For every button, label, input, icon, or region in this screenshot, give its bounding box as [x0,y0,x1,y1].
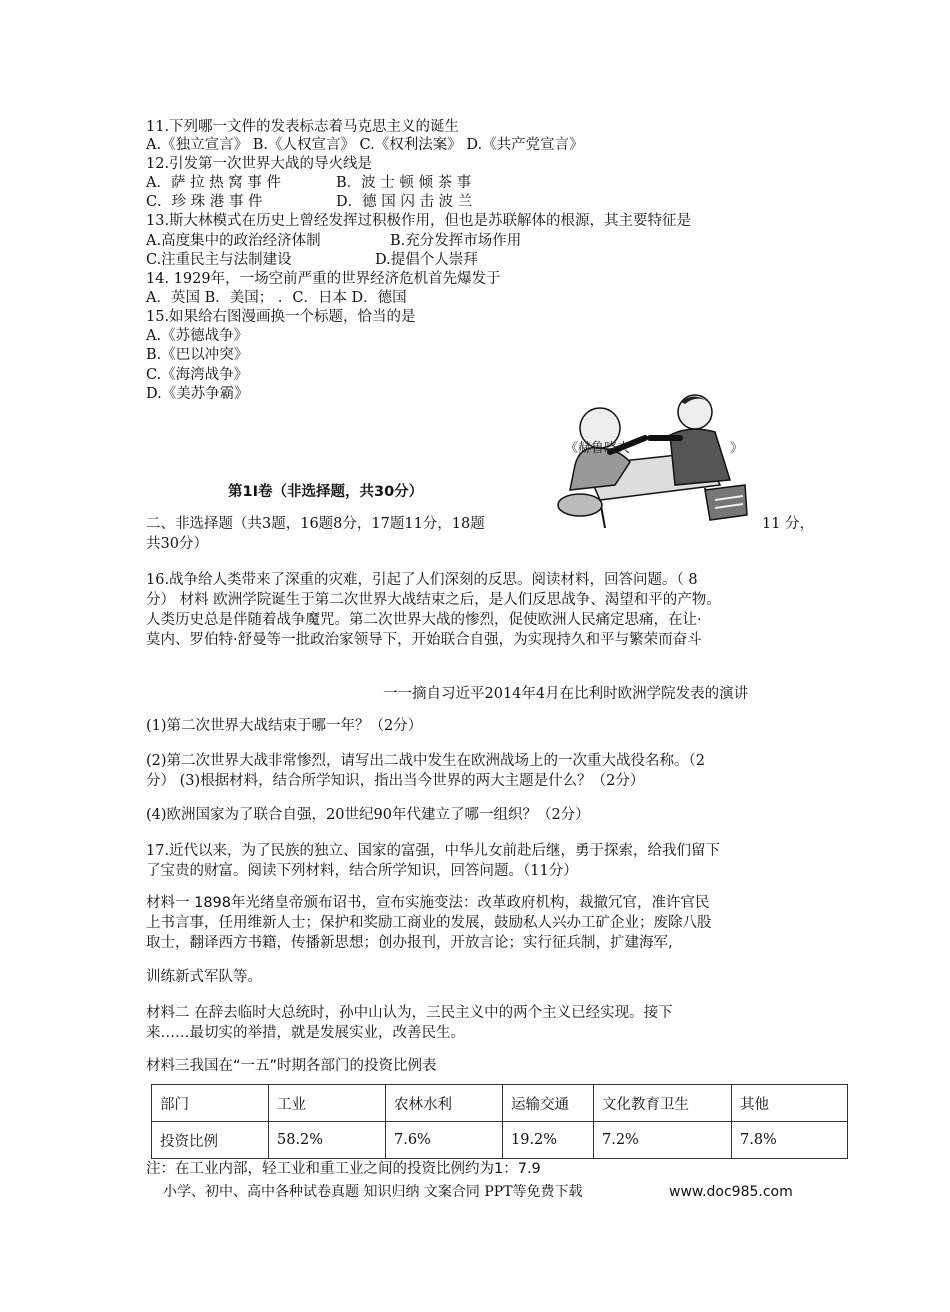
part2-intro-line2: 共30分） [146,536,208,552]
q15-option-c: C.《海湾战争》 [146,367,249,383]
table-header-cell: 运输交通 [503,1085,594,1122]
footer-text: 小学、初中、高中各种试卷真题 知识归纳 文案合同 PPT等免费下载 [163,1184,583,1200]
q14-stem: 14. 1929年，一场空前严重的世界经济危机首先爆发于 [146,271,501,287]
q14-options: A．英国 B．美国； ．C．日本 D．德国 [146,290,407,306]
q17-material1-line4: 训练新式军队等。 [146,969,262,985]
investment-table [151,1084,848,1159]
q11-options: A.《独立宣言》 B.《人权宣言》 C.《权利法案》 D.《共产党宣言》 [146,137,584,153]
table-header-row [152,1085,848,1122]
table-cell: 7.6% [386,1122,503,1159]
q13-option-b: B.充分发挥市场作用 [390,233,522,249]
part2-intro-line1-end: 11 分， [762,516,815,532]
table-cell: 58.2% [269,1122,386,1159]
q12-option-a: A．萨 拉 热 窝 事 件 [146,175,282,191]
q12-option-d: D．德 国 闪 击 波 兰 [336,194,473,210]
q13-option-a: A.高度集中的政治经济体制 [146,233,321,249]
q15-option-d: D.《美苏争霸》 [146,386,249,402]
table-header-cell: 部门 [152,1085,269,1122]
q12-option-b: B．波 士 顿 倾 茶 事 [336,175,472,191]
q17-material2-line1: 材料二 在辞去临时大总统时，孙中山认为，三民主义中的两个主义已经实现。接下 [146,1005,673,1021]
q17-stem-line1: 17.近代以来，为了民族的独立、国家的富强，中华儿女前赴后继，勇于探索，给我们留下 [146,843,721,859]
q17-material1-line1: 材料一 1898年光绪皇帝颁布诏书，宣布实施变法：改革政府机构，裁撤冗官，准许官民 [146,895,710,911]
cartoon-caption-end: 》 [730,441,744,456]
q13-option-c: C.注重民主与法制建设 [146,252,292,268]
q17-material3-title: 材料三我国在“一五”时期各部门的投资比例表 [146,1058,437,1074]
q17-material2-line2: 来……最切实的举措，就是发展实业，改善民生。 [146,1025,465,1041]
q16-stem-line4: 莫内、罗伯特·舒曼等一批政治家领导下，开始联合自强，为实现持久和平与繁荣而奋斗 [146,632,702,648]
q11-stem: 11.下列哪一文件的发表标志着马克思主义的诞生 [146,119,460,135]
arm-wrestling-cartoon-image [555,390,750,530]
q15-option-a: A.《苏德战争》 [146,328,249,344]
q16-stem-line3: 人类历史总是伴随着战争魔咒。第二次世界大战的惨烈，促使欧洲人民痛定思痛，在让· [146,612,702,628]
q17-material1-line2: 上书言事，任用维新人士；保护和奖励工商业的发展，鼓励私人兴办工矿企业；废除八股 [146,915,712,931]
q12-stem: 12.引发第一次世界大战的导火线是 [146,156,373,172]
table-header-cell: 农林水利 [386,1085,503,1122]
q16-stem-line2: 分） 材料 欧洲学院诞生于第二次世界大战结束之后，是人们反思战争、渴望和平的产物。 [146,592,721,608]
q17-table-note: 注：在工业内部，轻工业和重工业之间的投资比例约为1：7.9 [146,1161,541,1177]
cartoon-caption: 《赫鲁晓夫 [565,441,631,456]
q16-source: 一一摘自习近平2014年4月在比利时欧洲学院发表的演讲 [383,686,749,702]
q12-option-c: C．珍 珠 港 事 件 [146,194,263,210]
table-header-cell: 工业 [269,1085,386,1122]
q16-sub1: (1)第二次世界大战结束于哪一年？（2分） [146,718,423,734]
q13-stem: 13.斯大林模式在历史上曾经发挥过积极作用，但也是苏联解体的根源，其主要特征是 [146,213,692,229]
q17-material1-line3: 取士，翻译西方书籍，传播新思想；创办报刊，开放言论；实行征兵制，扩建海军, [146,935,673,951]
table-cell: 7.2% [594,1122,732,1159]
q13-option-d: D.提倡个人崇拜 [375,252,478,268]
q16-stem-line1: 16.战争给人类带来了深重的灾难，引起了人们深刻的反思。阅读材料，回答问题。（ 8 [146,572,698,588]
table-row [152,1122,848,1159]
part2-title: 第1I卷（非选择题，共30分） [228,484,424,500]
table-cell: 19.2% [503,1122,594,1159]
q15-stem: 15.如果给右图漫画换一个标题，恰当的是 [146,309,416,325]
table-header-cell: 文化教育卫生 [594,1085,732,1122]
q16-sub4: (4)欧洲国家为了联合自强，20世纪90年代建立了哪一组织？（2分） [146,807,590,823]
footer-url[interactable]: www.doc985.com [669,1184,793,1200]
table-cell: 7.8% [732,1122,848,1159]
table-cell: 投资比例 [152,1122,269,1159]
q16-sub2-line1: (2)第二次世界大战非常惨烈，请写出二战中发生在欧洲战场上的一次重大战役名称。（2 [146,753,706,769]
q17-stem-line2: 了宝贵的财富。阅读下列材料，结合所学知识，回答问题。（11分） [146,863,578,879]
table-header-cell: 其他 [732,1085,848,1122]
q15-option-b: B.《巴以冲突》 [146,347,249,363]
q16-sub2-line2: 分） (3)根据材料，结合所学知识，指出当今世界的两大主题是什么？（2分） [146,773,645,789]
part2-intro-line1: 二、非选择题（共3题，16题8分，17题11分，18题 [146,516,485,532]
